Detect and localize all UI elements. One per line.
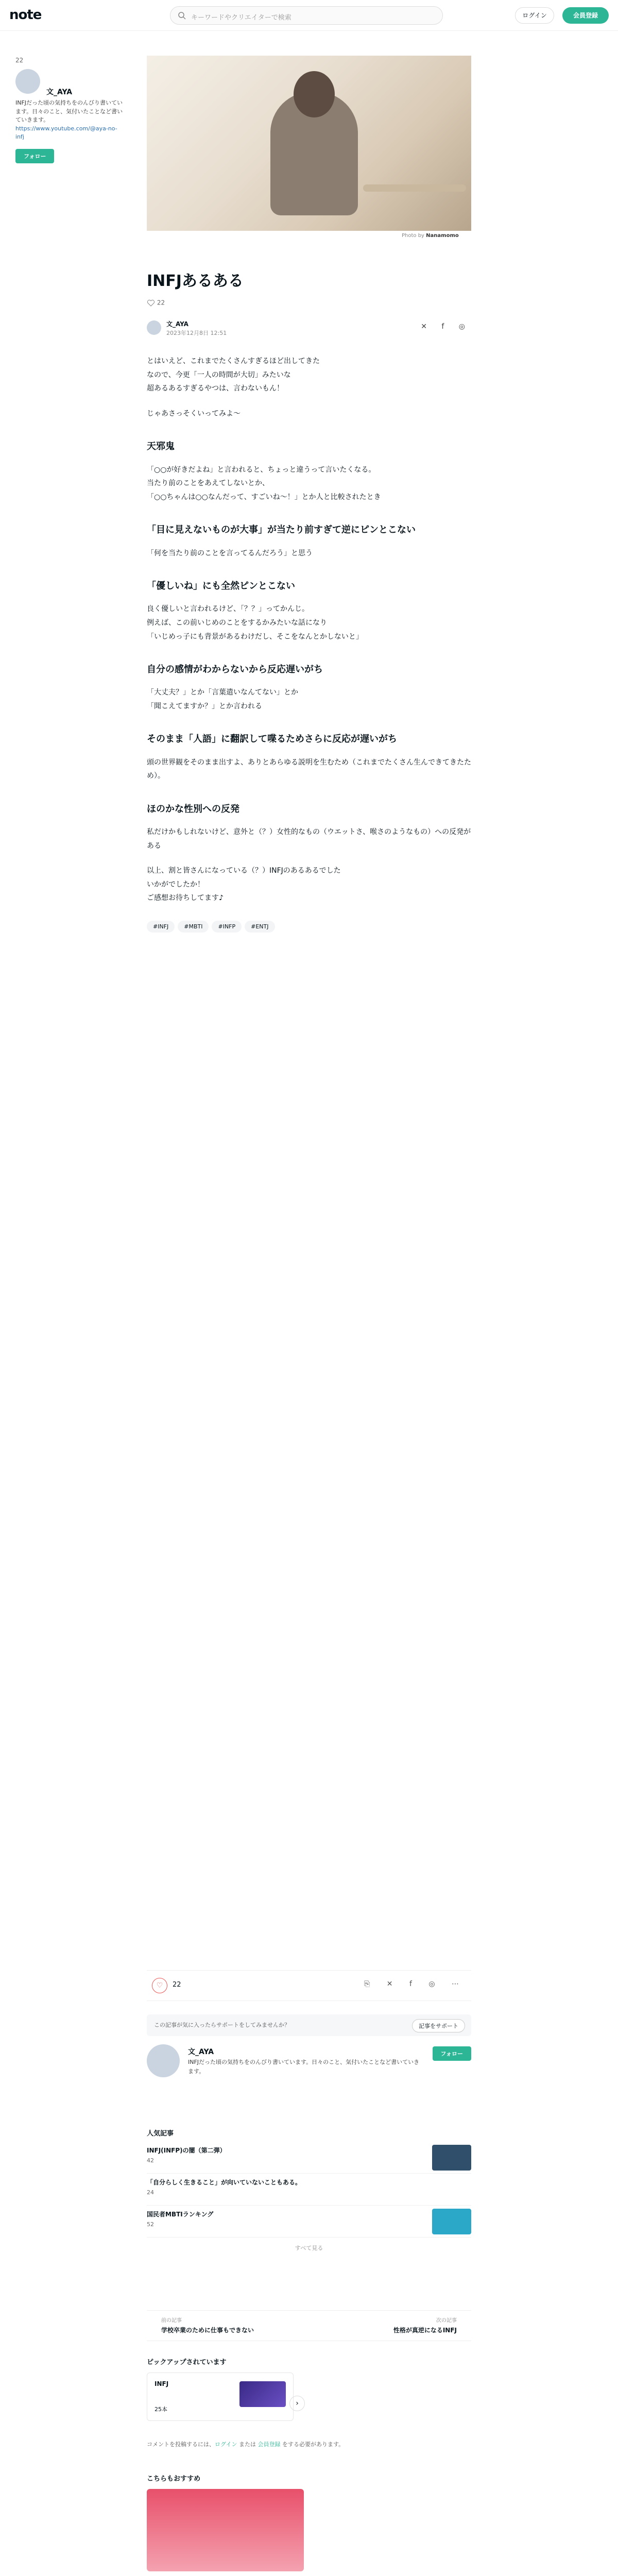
credit-prefix: Photo by (402, 233, 424, 239)
item-likes: 52 (147, 2221, 154, 2228)
article (147, 268, 471, 933)
list-item[interactable] (147, 2174, 471, 2206)
sidebar-author-name[interactable]: 文_AYA (46, 88, 73, 96)
photo-credit (402, 233, 459, 239)
para-line: 当たり前のことをあえてしないとか、 (147, 479, 269, 488)
article-nav (147, 2310, 471, 2341)
action-bar (147, 1970, 471, 2001)
tag[interactable]: #INFJ (147, 921, 175, 933)
author-bio: INFJだった頃の気持ちをのんびり書いています。日々のこと、気付いたことなど書いていきます。 (188, 2059, 420, 2075)
prev-label: 前の記事 (161, 2318, 182, 2324)
next-title: 性格が真逆になるINFJ (393, 2327, 457, 2334)
search-icon (178, 11, 186, 20)
author-name[interactable]: 文_AYA (188, 2048, 214, 2056)
pickup-card-count: 25本 (154, 2406, 167, 2413)
hero-image (147, 56, 471, 231)
recommend-card[interactable] (147, 2489, 304, 2576)
credit-name[interactable]: Nanamomo (426, 233, 459, 239)
item-title: 「自分らしく生きること」が向いていないこともある。 (147, 2179, 302, 2186)
prev-article[interactable] (161, 2316, 254, 2334)
follow-button[interactable]: フォロー (433, 2046, 471, 2061)
article-title: INFJあるある (147, 272, 244, 290)
comment-mid: または (237, 2441, 258, 2448)
section-heading: 「目に見えないものが大事」が当たり前すぎて逆にピンとこない (147, 524, 416, 536)
login-button[interactable]: ログイン (515, 7, 554, 24)
section-text: 頭の世界観をそのまま出すよ、ありとあらゆる説明を生むため（これまでたくさん生んできてきたため）。 (147, 758, 471, 781)
hero-head (294, 71, 335, 117)
para-line: 例えば、この前いじめのことをするかみたいな話になり (147, 618, 327, 627)
para-line: 良く優しいと言われるけど、「？？」ってかんじ。 (147, 605, 309, 614)
para-line: とはいえど、これまでたくさんすぎるほど出してきた (147, 357, 320, 365)
section-heading: 天邪鬼 (147, 441, 175, 452)
tag-list (147, 921, 471, 933)
thumbnail (432, 2209, 471, 2234)
sidebar-like-count: 22 (15, 57, 24, 64)
article-author (147, 318, 471, 339)
next-label: 次の記事 (436, 2318, 457, 2324)
article-like-count: 22 (157, 299, 165, 307)
item-likes: 42 (147, 2157, 154, 2164)
section-heading: ほのかな性別への反発 (147, 803, 239, 815)
section-text (147, 602, 471, 643)
article-like-row (147, 299, 471, 307)
comment-post: をする必要があります。 (280, 2441, 345, 2448)
section-text (147, 463, 471, 504)
para-line: ご感想お待ちしてます♪ (147, 894, 224, 903)
para-line: 「○○ちゃんは○○なんだって、すごいね〜！」とか人と比較されたとき (147, 493, 381, 501)
popular-title: 人気記事 (147, 2130, 174, 2138)
section-heading: 自分の感情がわからないから反応遅いがち (147, 664, 323, 675)
article-author-name[interactable]: 文_AYA (166, 320, 188, 328)
section-text: 「何を当たり前のことを言ってるんだろう」と思う (147, 549, 313, 557)
recommend-grid (147, 2489, 471, 2576)
thumbnail (314, 2489, 471, 2571)
tag[interactable]: #MBTI (178, 921, 209, 933)
para-line: いかがでしたか！ (147, 880, 204, 889)
sidebar-bio (15, 99, 124, 142)
section-heading: そのまま「人語」に翻訳して喋るためさらに反応が遅いがち (147, 734, 397, 745)
recommend-section (147, 2473, 471, 2576)
item-likes: 24 (147, 2189, 154, 2196)
thumbnail (239, 2381, 286, 2407)
para-line: 「○○が好きだよね」と言われると、ちょっと違うって言いたくなる。 (147, 465, 376, 474)
pickup-card-title: INFJ (154, 2380, 169, 2387)
signup-button[interactable]: 会員登録 (562, 7, 609, 24)
para-line: 「大丈夫？」とか「言葉遣いなんてない」とか (147, 688, 298, 697)
comment-login-link[interactable]: ログイン (215, 2441, 237, 2448)
para-2: じゃあさっそくいってみよ〜 (147, 409, 241, 418)
tag[interactable]: #ENTJ (245, 921, 274, 933)
search-placeholder: キーワードやクリエイターで検索 (191, 14, 291, 22)
pickup-title: ピックアップされています (147, 2359, 227, 2366)
like-count: 22 (173, 1981, 181, 1989)
popular-articles (147, 2128, 471, 2258)
para-line: 「いじめっ子にも背景があるわけだし、そこをなんとかしないと」 (147, 632, 363, 641)
list-item[interactable] (147, 2206, 471, 2238)
support-box (147, 2014, 471, 2036)
prev-title: 学校卒業のために仕事もできない (161, 2327, 254, 2334)
pickup-section (147, 2357, 471, 2421)
search-input[interactable] (170, 6, 443, 25)
support-text: この記事が気に入ったらサポートをしてみませんか？ (154, 2022, 290, 2028)
sidebar-author (15, 57, 124, 163)
comment-pre: コメントを投稿するには、 (147, 2441, 215, 2448)
thumbnail (432, 2145, 471, 2171)
note-logo[interactable]: note (9, 7, 42, 23)
section-text: 私だけかもしれないけど、意外と（？）女性的なもの（ウエットさ、喉さのようなもの）への反発がある (147, 828, 471, 850)
tag[interactable]: #INFP (212, 921, 242, 933)
see-all-link[interactable]: すべて見る (295, 2245, 323, 2251)
para-1 (147, 354, 471, 396)
section-heading: 「優しいね」にも全然ピンとこない (147, 581, 295, 592)
item-title: INFJ(INFP)の闇（第二弾） (147, 2147, 226, 2154)
follow-button[interactable]: フォロー (15, 149, 54, 163)
hero-table (363, 184, 466, 192)
avatar[interactable] (147, 320, 161, 335)
comment-notice (147, 2440, 344, 2448)
avatar[interactable] (147, 2044, 180, 2077)
para-line: 超あるあるすぎるやつは、言わないもん！ (147, 384, 284, 393)
site-header (0, 0, 618, 31)
article-date: 2023年12月8日 12:51 (166, 330, 227, 336)
thumbnail (147, 2489, 304, 2571)
recommend-card[interactable] (314, 2489, 471, 2576)
avatar[interactable] (15, 69, 40, 94)
support-button[interactable]: 記事をサポート (412, 2019, 465, 2032)
list-item[interactable] (147, 2142, 471, 2174)
pickup-card[interactable] (147, 2372, 294, 2421)
section-text (147, 686, 471, 713)
like-button[interactable]: ♡ (152, 1978, 167, 1993)
share-icons[interactable]: ⎘ ✕ f ◎ ⋯ (364, 1980, 466, 1988)
chevron-right-icon[interactable]: › (289, 2396, 305, 2411)
closing (147, 864, 471, 905)
share-icons[interactable]: ✕ f ◎ (421, 323, 471, 331)
item-title: 国民者MBTIランキング (147, 2211, 214, 2218)
sidebar-bio-text: INFJだった頃の気持ちをのんびり書いています。日々のこと、気付いたことなど書いていきます。 (15, 99, 123, 123)
article-body (147, 354, 471, 905)
para-line: 「聞こえてますか？」とか言われる (147, 702, 262, 710)
para-line: なので、今更「一人の時間が大切」みたいな (147, 370, 291, 379)
heart-icon[interactable] (147, 299, 155, 307)
comment-signup-link[interactable]: 会員登録 (258, 2441, 281, 2448)
author-card (147, 2044, 471, 2101)
para-line: 以上、割と皆さんになっている（？）INFJのあるあるでした (147, 867, 341, 875)
next-article[interactable] (393, 2316, 457, 2334)
recommend-title: こちらもおすすめ (147, 2475, 201, 2483)
sidebar-link[interactable]: https://www.youtube.com/@aya-no-infj (15, 125, 117, 140)
